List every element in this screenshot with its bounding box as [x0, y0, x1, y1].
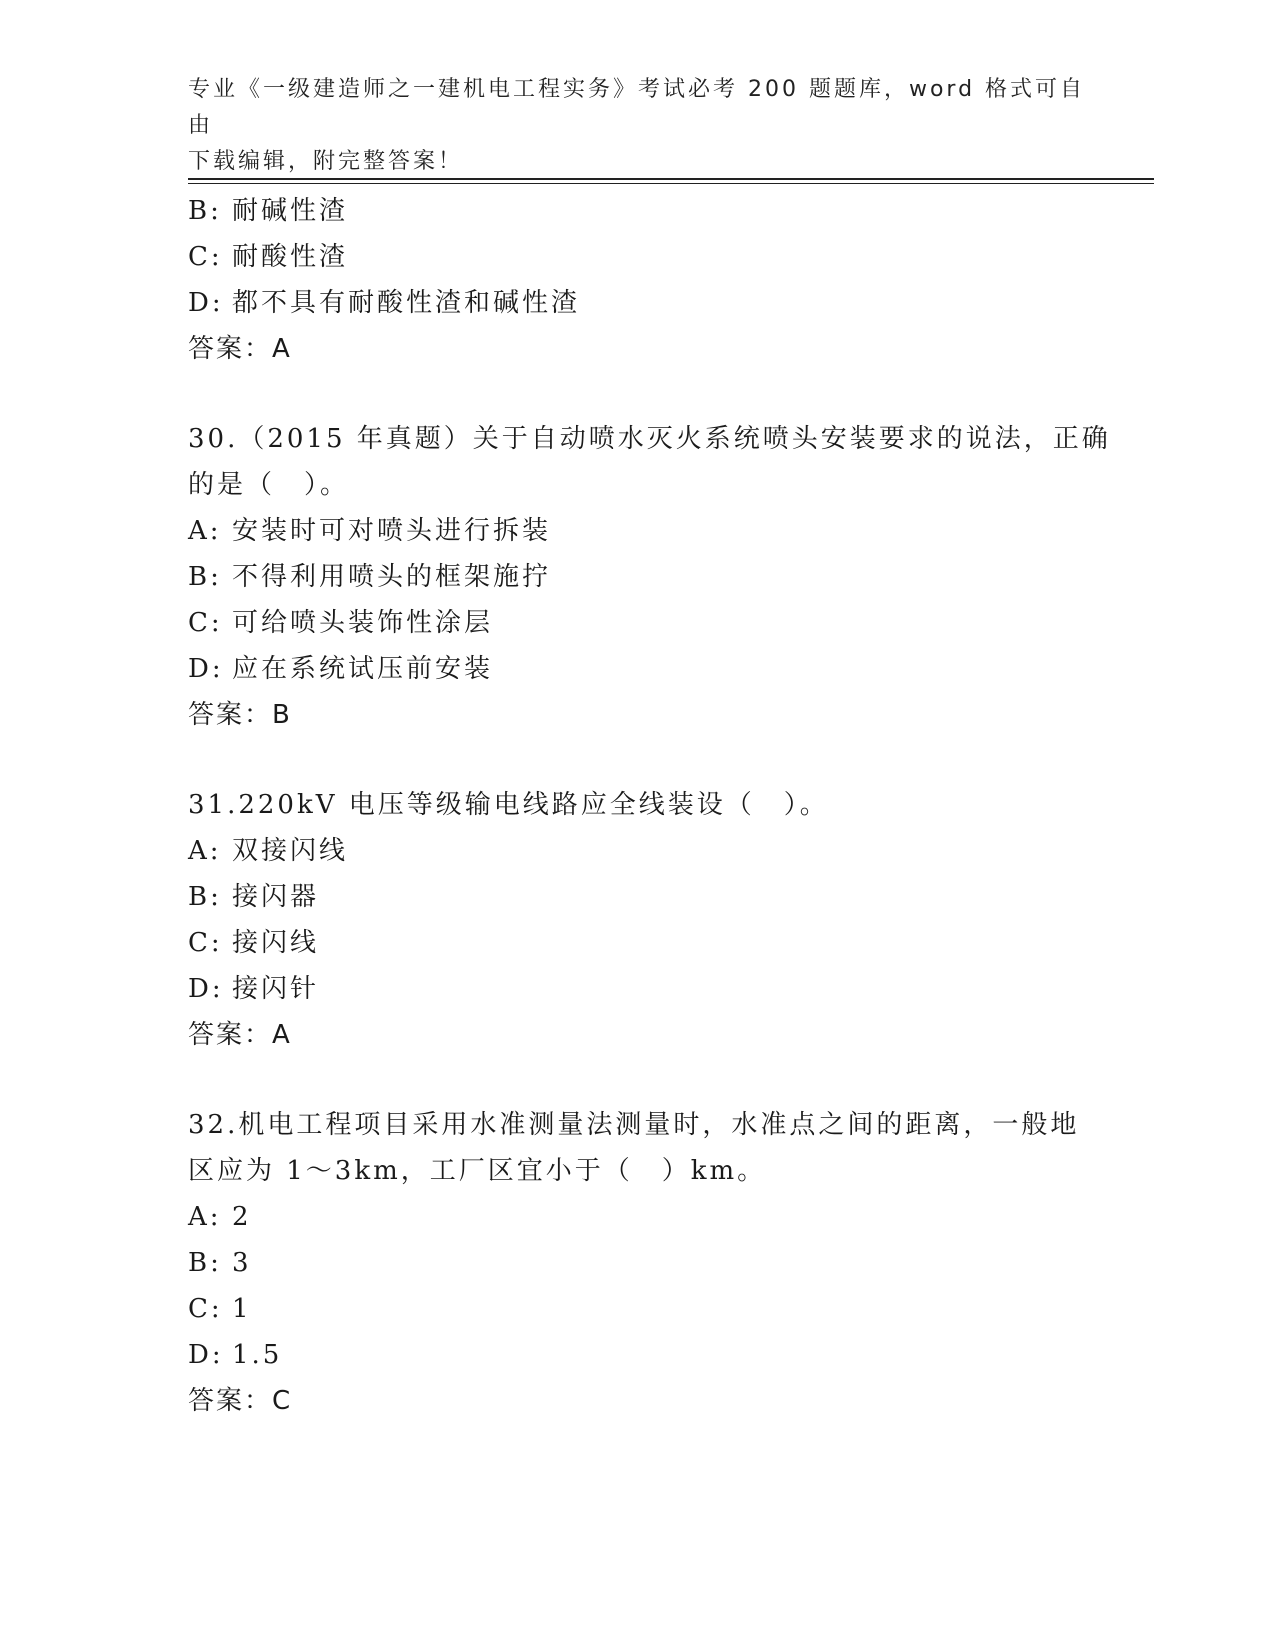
option-text: 1.5	[232, 1340, 283, 1370]
option-text: 1	[232, 1294, 252, 1324]
option-text: 耐碱性渣	[232, 196, 349, 226]
question-list	[188, 188, 1111, 1468]
option-letter: D:	[188, 288, 224, 318]
option-b	[188, 874, 1088, 920]
header-divider-thick	[188, 178, 1154, 180]
option-letter: C:	[188, 928, 223, 958]
question-stem-line-2: 区应为 1～3km，工厂区宜小于（ ）km。	[188, 1156, 767, 1186]
option-c	[188, 234, 1088, 280]
option-c	[188, 1286, 1088, 1332]
option-letter: A:	[188, 1202, 222, 1232]
option-letter: D:	[188, 1340, 224, 1370]
option-d	[188, 646, 1088, 692]
option-letter: D:	[188, 654, 224, 684]
question-stem-line-2: 的是（ ）。	[188, 470, 350, 500]
option-text: 耐酸性渣	[232, 242, 349, 272]
option-d	[188, 1332, 1088, 1378]
option-text: 可给喷头装饰性涂层	[232, 608, 494, 638]
question-stem-line-1: 31.220kV 电压等级输电线路应全线装设（ ）。	[188, 790, 829, 820]
option-text: 2	[232, 1202, 252, 1232]
option-letter: A:	[188, 516, 222, 546]
question-stem-line-1: 30.（2015 年真题）关于自动喷水灭火系统喷头安装要求的说法，正确	[188, 424, 1111, 454]
question-32	[188, 1102, 1088, 1424]
option-letter: D:	[188, 974, 224, 1004]
question-31	[188, 782, 1088, 1058]
answer-line: 答案：B	[188, 700, 292, 730]
header-line-1: 专业《一级建造师之一建机电工程实务》考试必考 200 题题库，word 格式可自由	[188, 77, 1086, 138]
option-a	[188, 508, 1088, 554]
option-b	[188, 554, 1088, 600]
option-c	[188, 920, 1088, 966]
question-partial	[188, 188, 1088, 372]
option-a	[188, 1194, 1088, 1240]
header-line-2: 下载编辑，附完整答案！	[188, 149, 464, 174]
answer-line: 答案：A	[188, 334, 292, 364]
option-text: 双接闪线	[232, 836, 349, 866]
option-letter: B:	[188, 882, 222, 912]
question-stem-line-1: 32.机电工程项目采用水准测量法测量时，水准点之间的距离，一般地	[188, 1110, 1080, 1140]
option-text: 接闪器	[232, 882, 320, 912]
question-30	[188, 416, 1111, 738]
option-letter: B:	[188, 562, 222, 592]
option-b	[188, 188, 1088, 234]
option-text: 应在系统试压前安装	[232, 654, 494, 684]
option-text: 3	[232, 1248, 252, 1278]
option-text: 都不具有耐酸性渣和碱性渣	[232, 288, 581, 318]
document-header	[188, 72, 1088, 180]
option-text: 接闪针	[232, 974, 320, 1004]
option-d	[188, 966, 1088, 1012]
option-letter: B:	[188, 1248, 222, 1278]
option-c	[188, 600, 1088, 646]
option-letter: A:	[188, 836, 222, 866]
option-letter: C:	[188, 242, 223, 272]
option-letter: C:	[188, 608, 223, 638]
answer-line: 答案：C	[188, 1386, 293, 1416]
option-text: 不得利用喷头的框架施拧	[232, 562, 552, 592]
option-letter: C:	[188, 1294, 223, 1324]
answer-line: 答案：A	[188, 1020, 292, 1050]
option-text: 接闪线	[232, 928, 320, 958]
option-a	[188, 828, 1088, 874]
option-text: 安装时可对喷头进行拆装	[232, 516, 552, 546]
header-divider-thin	[188, 183, 1154, 184]
option-b	[188, 1240, 1088, 1286]
option-d	[188, 280, 1088, 326]
option-letter: B:	[188, 196, 222, 226]
